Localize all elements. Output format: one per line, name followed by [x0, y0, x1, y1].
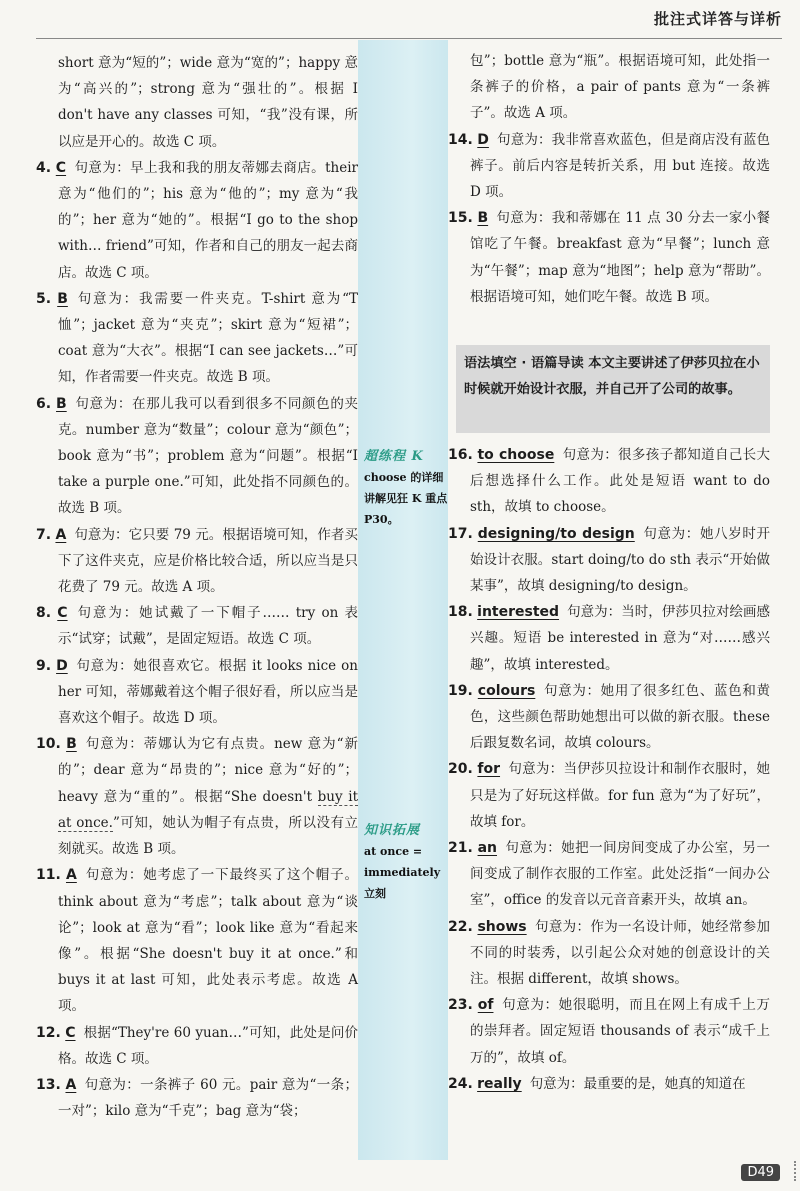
item-number: 22. [448, 918, 473, 935]
item-answer: for [477, 761, 501, 778]
note-body: choose 的详细讲解见狂 K 重点 P30。 [364, 471, 448, 526]
item-text: 句意为：当时，伊莎贝拉对绘画感兴趣。短语 be interested in 意为“对……感兴趣”，故填 interested。 [470, 604, 771, 673]
right-answer-list-a [448, 127, 771, 310]
grammar-intro-box [456, 345, 770, 433]
item-answer: colours [477, 682, 536, 699]
answer-item [448, 678, 771, 757]
item-text: 句意为：作为一名设计师，她经常参加不同的时装秀，以引起公众对她的创意设计的关注。根据 different，故填 shows。 [470, 918, 770, 988]
answer-item [448, 127, 771, 206]
item-text: ”可知，她认为帽子有点贵，所以没有立刻就买。故选 B 项。 [58, 814, 358, 858]
answer-item [448, 205, 770, 310]
item-number: 5. [36, 290, 52, 307]
item-number: 24. [448, 1075, 473, 1092]
item-text: 句意为：在那儿我可以看到很多不同颜色的夹克。number 意为“数量”；colour 意为“颜色”；book 意为“书”；problem 意为“问题”。根据“I take a purple one.”可知，此处指不同颜色的。故选 B 项。 [58, 395, 359, 517]
item-answer: A [65, 867, 77, 884]
item-text: 句意为：我和蒂娜在 11 点 30 分去一家小餐馆吃了午餐。breakfast 意为“早餐”；lunch 意为“午餐”；map 意为“地图”；help 意为“帮助”。根据语境可知，她们吃午餐。故选 B 项。 [470, 210, 770, 305]
right-intro-text: 包”；bottle 意为“瓶”。根据语境可知，此处指一条裤子的价格，a pair of pants 意为“一条裤子”。故选 A 项。 [470, 53, 770, 122]
item-number: 4. [36, 159, 52, 176]
item-text: 句意为：最重要的是，她真的知道在 [529, 1075, 746, 1092]
item-number: 10. [36, 736, 61, 753]
answer-item [448, 992, 771, 1071]
left-intro-text: short 意为“短的”；wide 意为“宽的”；happy 意为“高兴的”；strong 意为“强壮的”。根据 I don't have any classes 可知，“我”没有课，所以应是开心的。故选 C 项。 [58, 55, 358, 150]
item-text: 句意为：蒂娜认为它有点贵。new 意为“新的”；dear 意为“昂贵的”；nice 意为“好的”；heavy 意为“重的”。根据“She doesn't [58, 736, 358, 805]
answer-item [36, 522, 359, 601]
item-answer: an [477, 840, 497, 857]
item-number: 17. [448, 525, 473, 542]
item-text: 句意为：她试戴了一下帽子…… try on 表示“试穿；试戴”，是固定短语。故选 C 项。 [58, 605, 358, 648]
item-text: 句意为：她考虑了一下最终买了这个帽子。think about 意为“考虑”；talk about 意为“谈论”；look at 意为“看”；look like 意为“看起来像”。根据“She doesn't buy it at once.”和 buys it at last 可知，此处表示考虑。故选 A 项。 [58, 867, 358, 1015]
item-number: 18. [448, 604, 473, 621]
item-number: 11. [36, 867, 61, 884]
item-number: 21. [448, 840, 473, 857]
answer-item [448, 521, 771, 600]
answer-item [36, 155, 358, 286]
item-text: 句意为：当伊莎贝拉设计和制作衣服时，她只是为了好玩这样做。for fun 意为“为了好玩”，故填 for。 [470, 761, 771, 830]
page-number: D49 [741, 1164, 780, 1181]
item-text: 句意为：她把一间房间变成了办公室，另一间变成了制作衣服的工作室。此处泛指“一间办公室”，office 的发音以元音音素开头，故填 an。 [470, 840, 771, 909]
item-answer: C [65, 1024, 76, 1041]
item-text: 句意为：她用了很多红色、蓝色和黄色，这些颜色帮助她想出可以做的新衣服。these 后跟复数名词，故填 colours。 [470, 682, 771, 752]
answer-item [448, 1071, 770, 1097]
item-text: 句意为：早上我和我的朋友蒂娜去商店。their 意为“他们的”；his 意为“他的”；my 意为“我的”；her 意为“她的”。根据“I go to the shop with… friend”可知，作者和自己的朋友一起去商店。故选 C 项。 [58, 159, 358, 281]
answer-item [36, 1020, 358, 1072]
item-number: 19. [448, 682, 473, 699]
item-answer: A [65, 1076, 77, 1093]
note-title: 超练程 K [364, 449, 424, 464]
item-number: 8. [36, 605, 52, 622]
answer-item [448, 442, 771, 521]
item-answer: really [477, 1075, 522, 1092]
item-text: 根据“They're 60 yuan…”可知，此处是问价格。故选 C 项。 [58, 1024, 358, 1067]
item-number: 16. [448, 447, 473, 463]
item-text: 句意为：一条裤子 60 元。pair 意为“一条；一对”；kilo 意为“千克”；bag 意为“袋； [58, 1076, 358, 1120]
item-text: 句意为：她很喜欢它。根据 it looks nice on her 可知，蒂娜戴着这个帽子很好看，所以应当是喜欢这个帽子。故选 D 项。 [58, 657, 358, 727]
item-answer: B [477, 210, 489, 227]
answer-item [36, 1072, 358, 1124]
header-divider [36, 38, 782, 39]
answer-item [36, 653, 358, 732]
item-text: 句意为：我非常喜欢蓝色，但是商店没有蓝色裤子。前后内容是转折关系，用 but 连接。故选 D 项。 [470, 131, 771, 201]
item-text-dashed: buy it at once. [58, 788, 358, 831]
item-number: 12. [36, 1024, 61, 1041]
item-answer: D [477, 131, 489, 148]
right-column [448, 48, 771, 310]
answer-item [36, 391, 359, 522]
item-answer: shows [477, 918, 527, 935]
item-text: 句意为：她很聪明，而且在网上有成千上万的崇拜者。固定短语 thousands of 表示“成千上万的”，故填 of。 [470, 997, 771, 1066]
left-column [36, 50, 359, 1124]
item-number: 15. [448, 210, 473, 227]
answer-item [448, 835, 771, 914]
item-number: 7. [36, 526, 52, 543]
right-column-lower [448, 442, 771, 1097]
item-number: 14. [448, 131, 473, 148]
item-text: 句意为：很多孩子都知道自己长大后想选择什么工作。此处是短语 want to do sth，故填 to choose。 [470, 447, 771, 516]
left-answer-list [36, 155, 359, 1125]
answer-item [36, 600, 358, 652]
answer-item [448, 756, 771, 835]
item-number: 20. [448, 761, 473, 778]
answer-item [36, 731, 358, 862]
item-number: 6. [36, 395, 52, 412]
intro-tag: 语法填空 · 语篇导读 [464, 356, 584, 371]
item-text: 句意为：它只要 79 元。根据语境可知，作者买下了这件夹克，应是价格比较合适，所以应当是只花费了 79 元。故选 A 项。 [58, 526, 359, 596]
margin-note-at-once [364, 820, 450, 904]
note-title: 知识拓展 [364, 823, 421, 838]
margin-note-choose [364, 446, 450, 530]
answer-item [448, 914, 770, 993]
item-answer: of [477, 997, 494, 1014]
item-text: 句意为：我需要一件夹克。T-shirt 意为“T恤”；jacket 意为“夹克”；skirt 意为“短裙”；coat 意为“大衣”。根据“I can see jackets…”可知，作者需要一件夹克。故选 B 项。 [58, 290, 358, 386]
answer-item [448, 599, 771, 678]
item-answer: to choose [477, 447, 555, 463]
item-number: 23. [448, 997, 473, 1014]
item-answer: B [56, 395, 67, 412]
page-header-title: 批注式详答与详析 [653, 10, 782, 28]
item-answer: D [56, 657, 68, 674]
item-answer: B [66, 736, 77, 753]
item-number: 13. [36, 1076, 61, 1093]
item-answer: interested [477, 604, 560, 621]
item-answer: B [57, 290, 68, 307]
answer-item [36, 286, 358, 391]
item-answer: designing/to design [477, 525, 635, 542]
item-answer: A [55, 526, 67, 543]
item-answer: C [55, 159, 67, 176]
item-number: 9. [36, 657, 52, 674]
item-answer: C [57, 605, 68, 622]
intro-text: 本文主要讲述了伊莎贝拉在小时候就开始设计衣服，并自己开了公司的故事。 [464, 356, 760, 397]
page-corner-mark [786, 1161, 796, 1181]
margin-note-strip [358, 40, 448, 1160]
answer-item [36, 862, 358, 1019]
item-text: 句意为：她八岁时开始设计衣服。start doing/to do sth 表示“开始做某事”，故填 designing/to design。 [470, 525, 771, 595]
note-body: at once = immediately 立刻 [364, 845, 441, 900]
right-answer-list-b [448, 442, 771, 1097]
